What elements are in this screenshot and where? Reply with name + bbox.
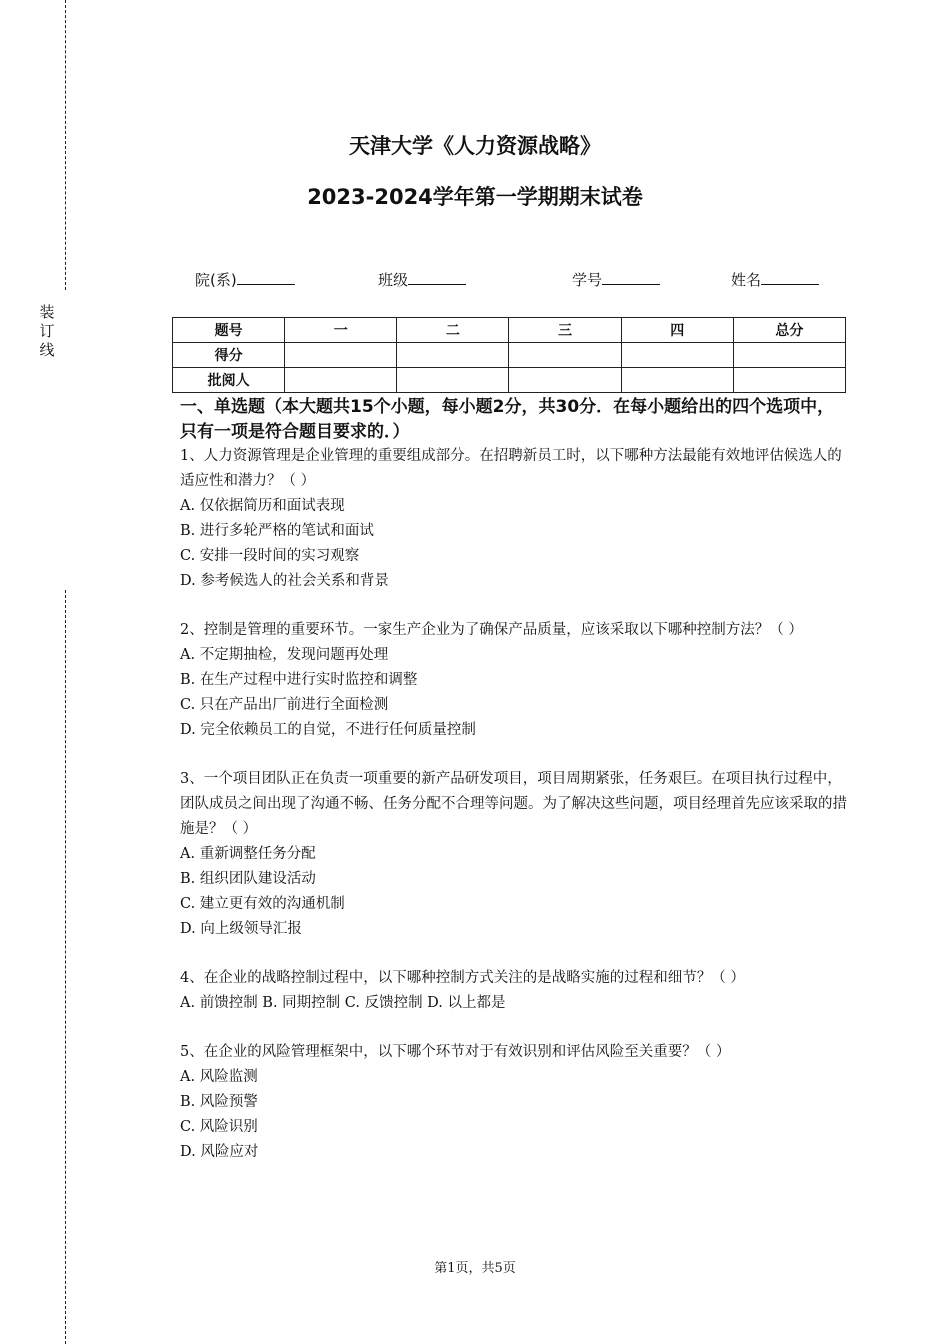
info-label: 姓名 bbox=[731, 271, 762, 289]
info-label: 学号 bbox=[572, 271, 603, 289]
score-header-cell: 题号 bbox=[173, 318, 285, 343]
question-stem: 3、一个项目团队正在负责一项重要的新产品研发项目，项目周期紧张，任务艰巨。在项目执行过程中，团队成员之间出现了沟通不畅、任务分配不合理等问题。为了解决这些问题，项目经理首先应该采取的措施是？（ ） bbox=[180, 771, 847, 837]
fill-in-blank[interactable] bbox=[408, 270, 466, 285]
question-option: C. 只在产品出厂前进行全面检测 bbox=[180, 697, 389, 713]
question-item bbox=[180, 618, 852, 743]
binding-char: 订 bbox=[39, 322, 55, 340]
score-header-cell: 一 bbox=[285, 318, 397, 343]
question-option: A. 仅依据简历和面试表现 bbox=[180, 498, 345, 514]
question-stem: 1、人力资源管理是企业管理的重要组成部分。在招聘新员工时，以下哪种方法最能有效地评估候选人的适应性和潜力？（ ） bbox=[180, 448, 842, 489]
fill-in-blank[interactable] bbox=[761, 270, 819, 285]
question-option: B. 在生产过程中进行实时监控和调整 bbox=[180, 672, 418, 688]
score-table-header-row bbox=[173, 318, 846, 343]
score-cell[interactable] bbox=[397, 343, 509, 368]
question-stem: 2、控制是管理的重要环节。一家生产企业为了确保产品质量，应该采取以下哪种控制方法？（ ） bbox=[180, 622, 803, 638]
question-option: B. 组织团队建设活动 bbox=[180, 871, 316, 887]
score-table bbox=[172, 317, 846, 393]
info-label: 院(系) bbox=[195, 271, 237, 289]
fill-in-blank[interactable] bbox=[237, 270, 295, 285]
question-option: A. 前馈控制 B. 同期控制 C. 反馈控制 D. 以上都是 bbox=[180, 995, 506, 1011]
score-cell[interactable] bbox=[621, 368, 733, 393]
info-student-id[interactable] bbox=[572, 269, 660, 290]
score-cell[interactable] bbox=[733, 368, 845, 393]
info-label: 班级 bbox=[378, 271, 409, 289]
question-option: D. 风险应对 bbox=[180, 1144, 259, 1160]
question-item bbox=[180, 444, 852, 594]
exam-title-school-course: 天津大学《人力资源战略》 bbox=[349, 134, 601, 158]
score-row-label: 得分 bbox=[173, 343, 285, 368]
binding-dashed-line-bottom bbox=[65, 590, 66, 1344]
score-cell[interactable] bbox=[509, 368, 621, 393]
question-item bbox=[180, 767, 852, 942]
score-table-row bbox=[173, 343, 846, 368]
score-cell[interactable] bbox=[397, 368, 509, 393]
info-class[interactable] bbox=[378, 269, 466, 290]
score-cell[interactable] bbox=[285, 343, 397, 368]
question-option: D. 向上级领导汇报 bbox=[180, 921, 302, 937]
score-cell[interactable] bbox=[733, 343, 845, 368]
question-stem: 5、在企业的风险管理框架中，以下哪个环节对于有效识别和评估风险至关重要？（ ） bbox=[180, 1044, 731, 1060]
question-option: C. 风险识别 bbox=[180, 1119, 258, 1135]
info-department[interactable] bbox=[195, 269, 295, 290]
score-cell[interactable] bbox=[285, 368, 397, 393]
question-option: A. 不定期抽检，发现问题再处理 bbox=[180, 647, 389, 663]
binding-label bbox=[36, 303, 58, 360]
score-table-row bbox=[173, 368, 846, 393]
exam-title-term: 2023-2024学年第一学期期末试卷 bbox=[307, 185, 643, 209]
question-stem: 4、在企业的战略控制过程中，以下哪种控制方式关注的是战略实施的过程和细节？（ ） bbox=[180, 970, 745, 986]
score-header-cell: 总分 bbox=[733, 318, 845, 343]
score-header-cell: 三 bbox=[509, 318, 621, 343]
question-option: D. 完全依赖员工的自觉，不进行任何质量控制 bbox=[180, 722, 476, 738]
question-option: B. 风险预警 bbox=[180, 1094, 258, 1110]
question-option: B. 进行多轮严格的笔试和面试 bbox=[180, 523, 374, 539]
question-item bbox=[180, 966, 852, 1016]
binding-char: 装 bbox=[39, 303, 55, 321]
score-header-cell: 四 bbox=[621, 318, 733, 343]
score-cell[interactable] bbox=[621, 343, 733, 368]
score-cell[interactable] bbox=[509, 343, 621, 368]
question-list bbox=[180, 444, 852, 1189]
question-option: A. 风险监测 bbox=[180, 1069, 258, 1085]
score-header-cell: 二 bbox=[397, 318, 509, 343]
info-name[interactable] bbox=[731, 269, 819, 290]
section-title-single-choice: 一、单选题（本大题共15个小题，每小题2分，共30分．在每小题给出的四个选项中，只有一项是符合题目要求的．） bbox=[180, 397, 835, 442]
question-item bbox=[180, 1040, 852, 1165]
question-option: A. 重新调整任务分配 bbox=[180, 846, 316, 862]
question-option: C. 安排一段时间的实习观察 bbox=[180, 548, 360, 564]
fill-in-blank[interactable] bbox=[602, 270, 660, 285]
question-option: C. 建立更有效的沟通机制 bbox=[180, 896, 345, 912]
page-number: 第1页，共5页 bbox=[434, 1261, 516, 1276]
binding-char: 线 bbox=[39, 341, 55, 359]
score-row-label: 批阅人 bbox=[173, 368, 285, 393]
question-option: D. 参考候选人的社会关系和背景 bbox=[180, 573, 389, 589]
